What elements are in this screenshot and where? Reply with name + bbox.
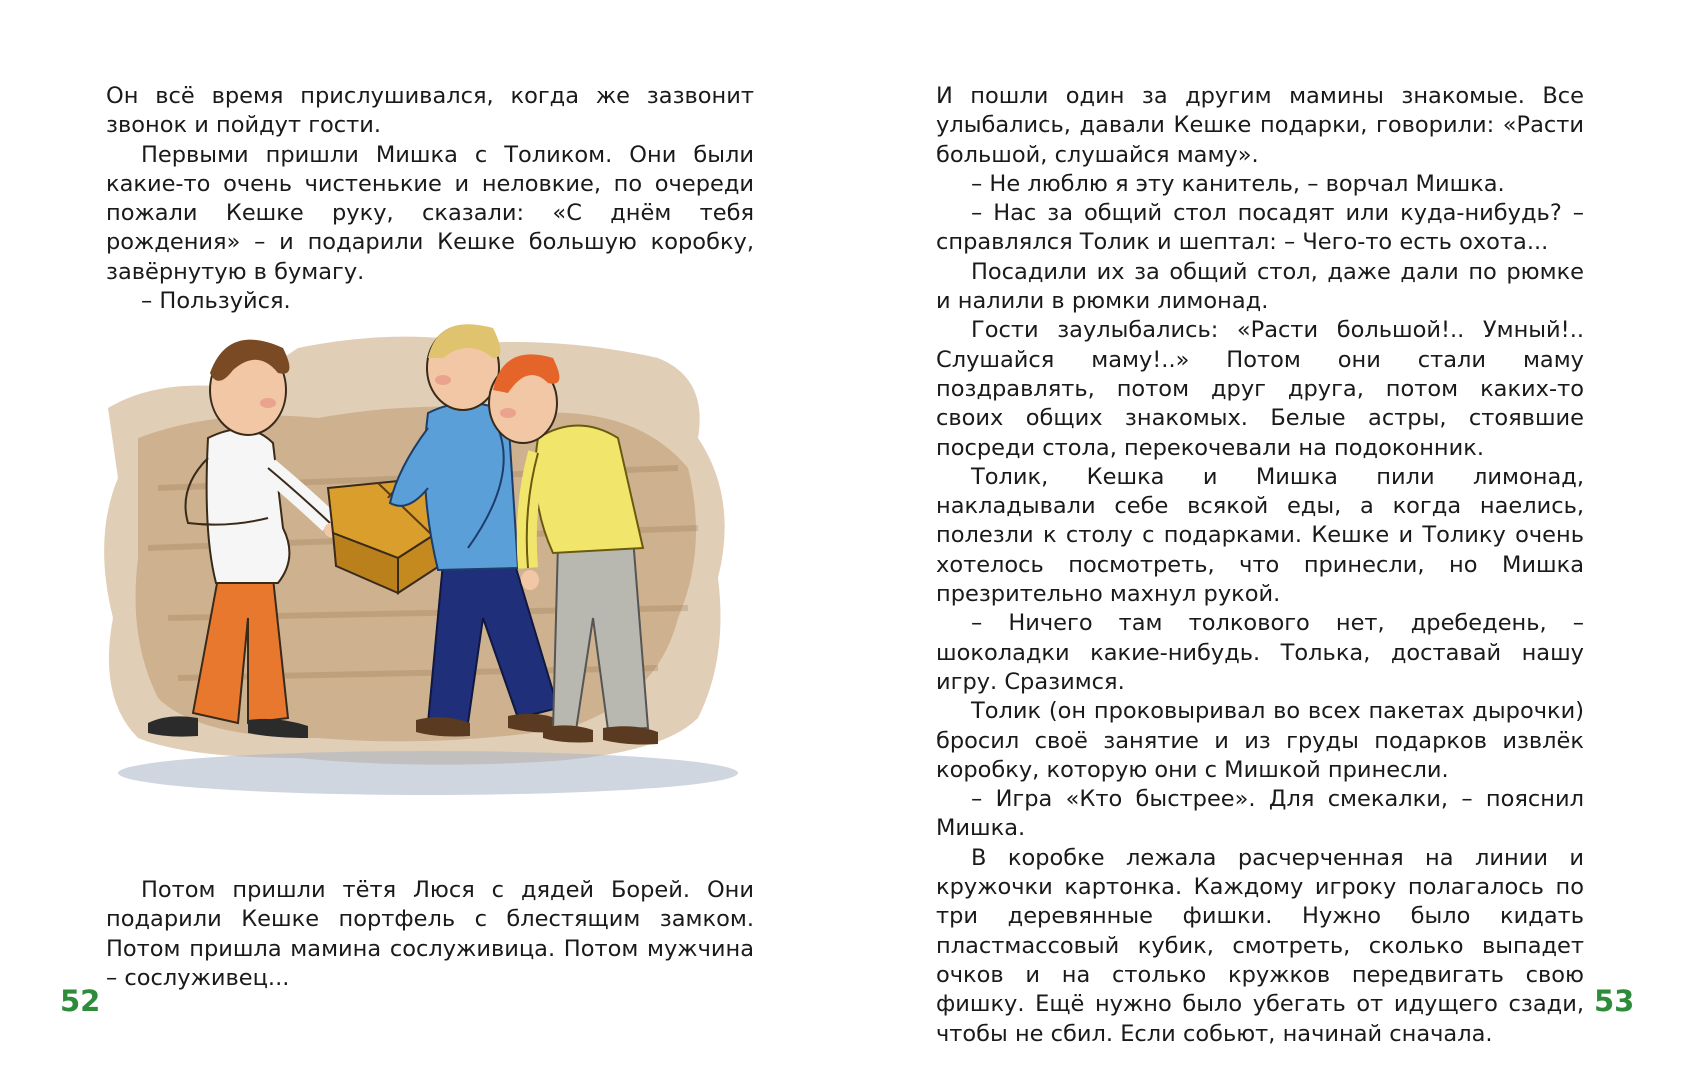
left-page-text-top xyxy=(106,82,754,316)
paragraph: В коробке лежала расчерченная на линии и кружочки картонка. Каждому игроку полагалось по три деревянные фишки. Нужно было кидать пластмассовый кубик, смотреть, сколько выпадет очков и на столько кружков передвигать свою фишку. Ещё нужно было убегать от идущего сзади, чтобы не сбил. Если собьют, начинай сначала. xyxy=(936,844,1584,1047)
right-page-text xyxy=(936,82,1584,1049)
paragraph: – Игра «Кто быстрее». Для смекалки, – пояснил Мишка. xyxy=(936,786,1584,842)
paragraph: – Не люблю я эту канитель, – ворчал Мишка. xyxy=(971,170,1505,197)
paragraph: Посадили их за общий стол, даже дали по рюмке и налили в рюмки лимонад. xyxy=(936,258,1584,315)
right-page xyxy=(844,0,1688,1080)
paragraph: Гости заулыбались: «Расти большой!.. Умный!.. Слушайся маму!..» Потом они стали маму поздравлять, потом друг друга, потом каких-то своих общих знакомых. Белые астры, стоявшие посреди стола, перекочевали на подоконник. xyxy=(936,317,1584,461)
illustration-boys-giving-gift xyxy=(98,318,758,838)
paragraph: Толик (он проковыривал во всех пакетах дырочки) бросил своё занятие и из груды подарков извлёк коробку, которую они с Мишкой принесли. xyxy=(936,698,1584,783)
paragraph: – Нас за общий стол посадят или куда-нибудь? – справлялся Толик и шептал: – Чего-то есть охота... xyxy=(936,200,1584,256)
paragraph: Он всё время прислушивался, когда же зазвонит звонок и пойдут гости. xyxy=(106,83,754,139)
page-number-left: 52 xyxy=(60,984,101,1018)
paragraph: Толик, Кешка и Мишка пили лимонад, накладывали себе всякой еды, а когда наелись, полезли к столу с подарками. Кешке и Толику очень хотелось посмотреть, что принесли, но Мишка презрительно махнул рукой. xyxy=(936,463,1584,608)
paragraph: Первыми пришли Мишка с Толиком. Они были какие-то очень чистенькие и неловкие, по очереди пожали Кешке руку, сказали: «С днём тебя рождения» – и подарили Кешке большую коробку, завёрнутую в бумагу. xyxy=(106,141,754,285)
paragraph: Потом пришли тётя Люся с дядей Борей. Они подарили Кешке портфель с блестящим замком. Потом пришла мамина сослуживица. Потом мужчина – сослуживец... xyxy=(106,877,754,991)
page-number-right: 53 xyxy=(1594,984,1635,1018)
paragraph: И пошли один за другим мамины знакомые. Все улыбались, давали Кешке подарки, говорили: «Расти большой, слушайся маму». xyxy=(936,83,1584,168)
paragraph: – Пользуйся. xyxy=(141,288,291,315)
left-page-text-bottom xyxy=(106,876,754,993)
paragraph: – Ничего там толкового нет, дребедень, – шоколадки какие-нибудь. Толька, доставай нашу игру. Сразимся. xyxy=(936,610,1584,695)
